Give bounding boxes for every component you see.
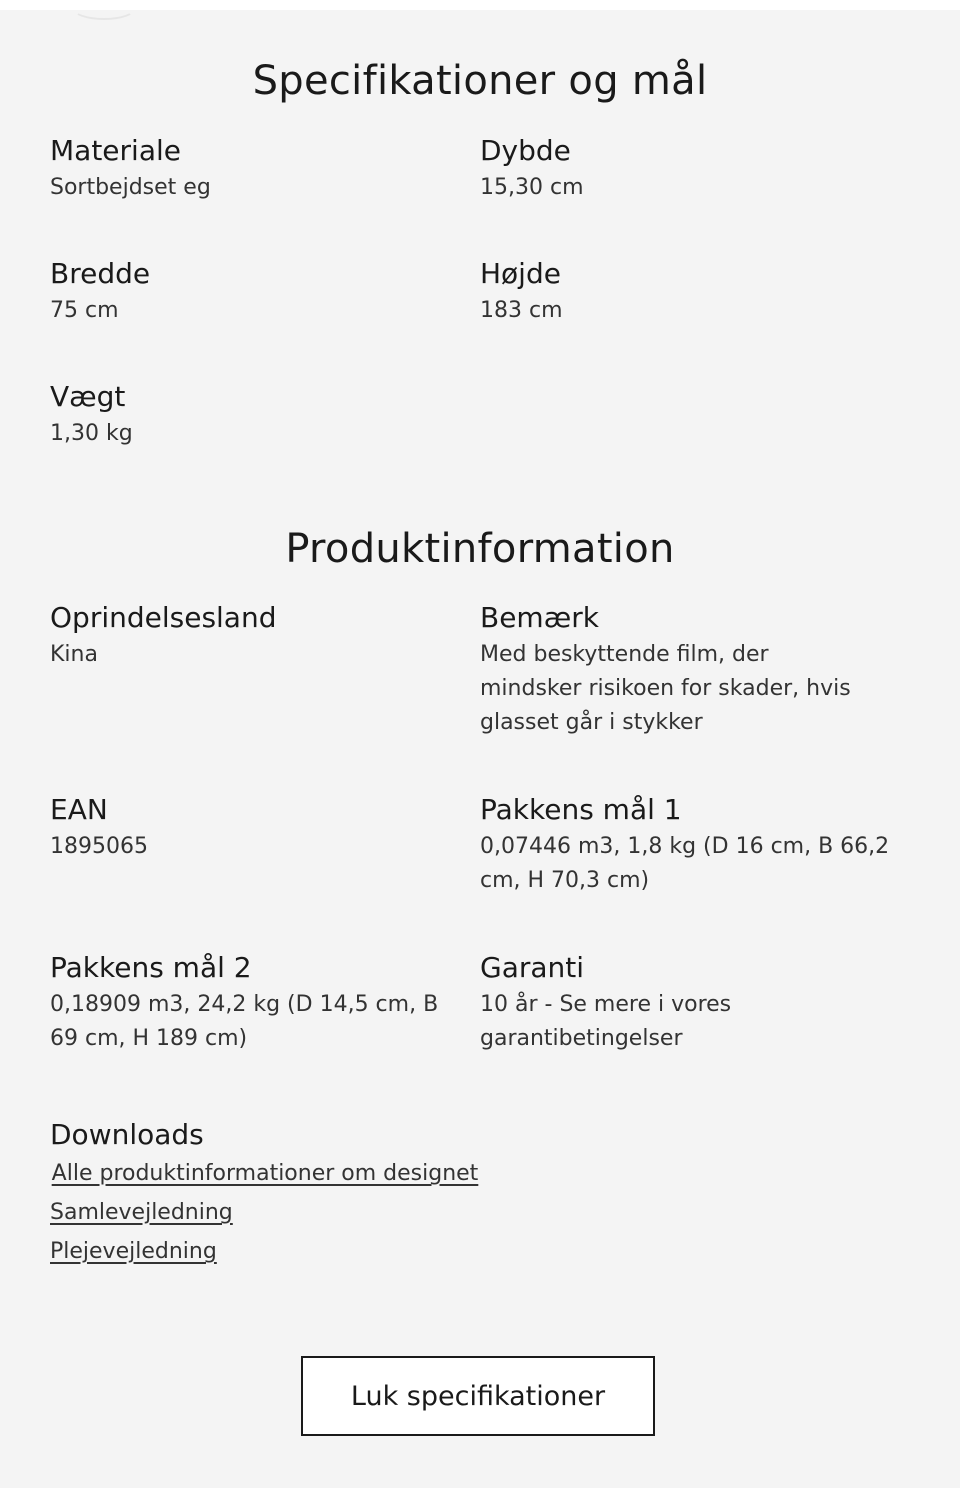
info-pakkens-maal-1: [480, 793, 920, 898]
info-value: Med beskyttende film, der mindsker risikoen for skader, hvis glasset går i stykker: [480, 642, 851, 735]
spec-hojde: [480, 257, 900, 328]
spec-dybde: [480, 134, 900, 205]
info-oprindelsesland: [50, 601, 470, 672]
spec-bredde: [50, 257, 470, 328]
info-label: EAN: [50, 793, 108, 826]
close-specifications-button[interactable]: Luk specifikationer: [301, 1356, 655, 1436]
info-value: 0,07446 m3, 1,8 kg (D 16 cm, B 66,2 cm, H 70,3 cm): [480, 834, 890, 893]
info-pakkens-maal-2: [50, 951, 470, 1056]
spec-label: Materiale: [50, 134, 181, 167]
info-ean: [50, 793, 470, 864]
download-link-assembly-guide[interactable]: Samlevejledning: [50, 1200, 233, 1225]
info-label: Garanti: [480, 951, 585, 984]
downloads-label: Downloads: [50, 1118, 204, 1151]
spec-materiale: [50, 134, 470, 205]
spec-label: Dybde: [480, 134, 571, 167]
spec-value: 75 cm: [50, 298, 119, 323]
info-label: Pakkens mål 1: [480, 793, 682, 826]
specs-section-title: Specifikationer og mål: [252, 58, 708, 104]
product-section-title: Produktinformation: [285, 526, 675, 572]
spec-vaegt: [50, 380, 470, 451]
info-label: Bemærk: [480, 601, 599, 634]
info-label: Oprindelsesland: [50, 601, 277, 634]
specifications-panel: [0, 10, 960, 1488]
spec-label: Bredde: [50, 257, 151, 290]
decorative-arc: [72, 0, 136, 20]
download-link-all-product-info[interactable]: Alle produktinformationer om designet: [51, 1161, 479, 1186]
info-bemaerk: [480, 601, 860, 740]
info-label: Pakkens mål 2: [50, 951, 252, 984]
spec-value: 1,30 kg: [50, 421, 133, 446]
download-link-care-guide[interactable]: Plejevejledning: [50, 1239, 217, 1264]
spec-value: 15,30 cm: [480, 175, 584, 200]
spec-label: Højde: [480, 257, 561, 290]
spec-value: Sortbejdset eg: [50, 175, 211, 200]
info-garanti: [480, 951, 840, 1056]
spec-value: 183 cm: [480, 298, 563, 323]
spec-label: Vægt: [50, 380, 126, 413]
info-value: 10 år - Se mere i vores garantibetingelser: [480, 992, 732, 1051]
downloads-section: [50, 1118, 479, 1266]
info-value: 1895065: [50, 834, 148, 859]
info-value: 0,18909 m3, 24,2 kg (D 14,5 cm, B 69 cm, H 189 cm): [50, 992, 439, 1051]
info-value: Kina: [50, 642, 98, 667]
